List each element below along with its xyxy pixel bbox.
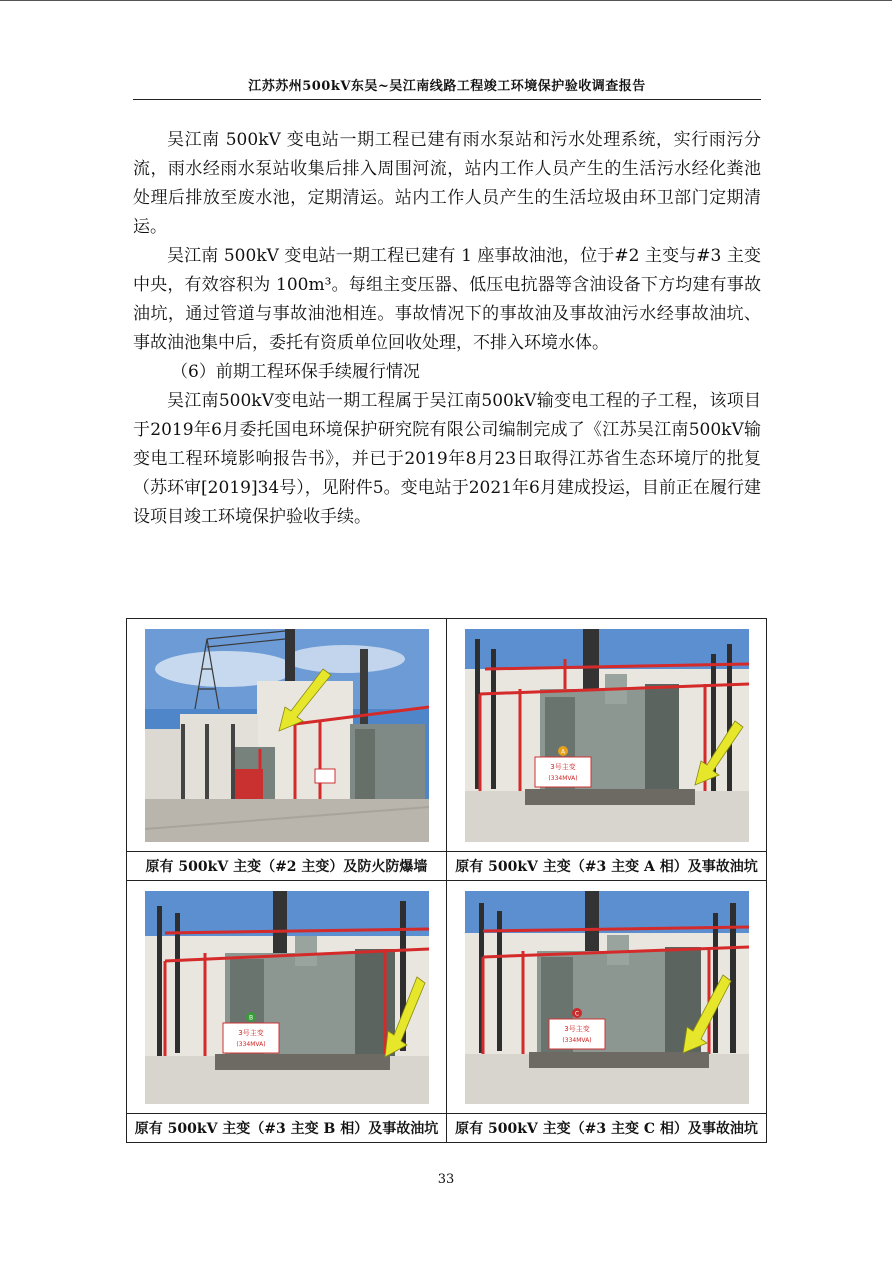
paragraph-oil-pit: 吴江南 500kV 变电站一期工程已建有 1 座事故油池，位于#2 主变与#3 主变中央，有效容积为 100m³。每组主变压器、低压电抗器等含油设备下方均建有事故油坑，通过管道与事故油池相连。事故情况下的事故油及事故油污水经事故油坑、事故油池集中后，委托有资质单位回收处理，不排入环境水体。 [133,246,761,353]
caption-1: 原有 500kV 主变（#2 主变）及防火防爆墙 [127,852,447,881]
photo-cell-4 [447,881,767,1114]
running-header: 江苏苏州500kV东吴~吴江南线路工程竣工环境保护验收调查报告 [248,79,646,94]
sign-badge-b: B [248,1014,253,1021]
sign-badge-c: C [574,1010,579,1017]
caption-4: 原有 500kV 主变（#3 主变 C 相）及事故油坑 [447,1114,767,1143]
top-border-line [0,0,892,1]
sign-badge-a: A [560,748,565,755]
paragraph-sewage: 吴江南 500kV 变电站一期工程已建有雨水泵站和污水处理系统，实行雨污分流，雨水经雨水泵站收集后排入周围河流，站内工作人员产生的生活污水经化粪池处理后排放至废水池，定期清运。站内工作人员产生的生活垃圾由环卫部门定期清运。 [133,130,761,237]
photo-transformer-3c-oil-pit [465,891,749,1104]
sign-label-b: 3号主变 [237,1028,264,1037]
photo-cell-1 [127,619,447,852]
sign-rating-a: (334MVA) [547,774,578,782]
body-text [133,126,761,532]
photo-transformer-3a-oil-pit [465,629,749,842]
header-rule [133,99,761,100]
page-number: 33 [437,1172,455,1187]
photo-cell-2 [447,619,767,852]
sign-rating-c: (334MVA) [561,1036,592,1044]
photo-table [126,618,767,1143]
photo-transformer-3b-oil-pit [145,891,429,1104]
paragraph-approval: 吴江南500kV变电站一期工程属于吴江南500kV输变电工程的子工程，该项目于2019年6月委托国电环境保护研究院有限公司编制完成了《江苏吴江南500kV输变电工程环境影响报告书》，并已于2019年8月23日取得江苏省生态环境厅的批复（苏环审[2019]34号），见附件5。变电站于2021年6月建成投运，目前正在履行建设项目竣工环境保护验收手续。 [133,391,761,527]
caption-2: 原有 500kV 主变（#3 主变 A 相）及事故油坑 [447,852,767,881]
sign-label-a: 3号主变 [549,762,576,771]
photo-transformer-2-firewall [145,629,429,842]
photo-cell-3 [127,881,447,1114]
sign-label-c: 3号主变 [563,1024,590,1033]
caption-3: 原有 500kV 主变（#3 主变 B 相）及事故油坑 [127,1114,447,1143]
subheading-previous-procedures: （6）前期工程环保手续履行情况 [171,362,420,382]
sign-rating-b: (334MVA) [235,1040,266,1048]
